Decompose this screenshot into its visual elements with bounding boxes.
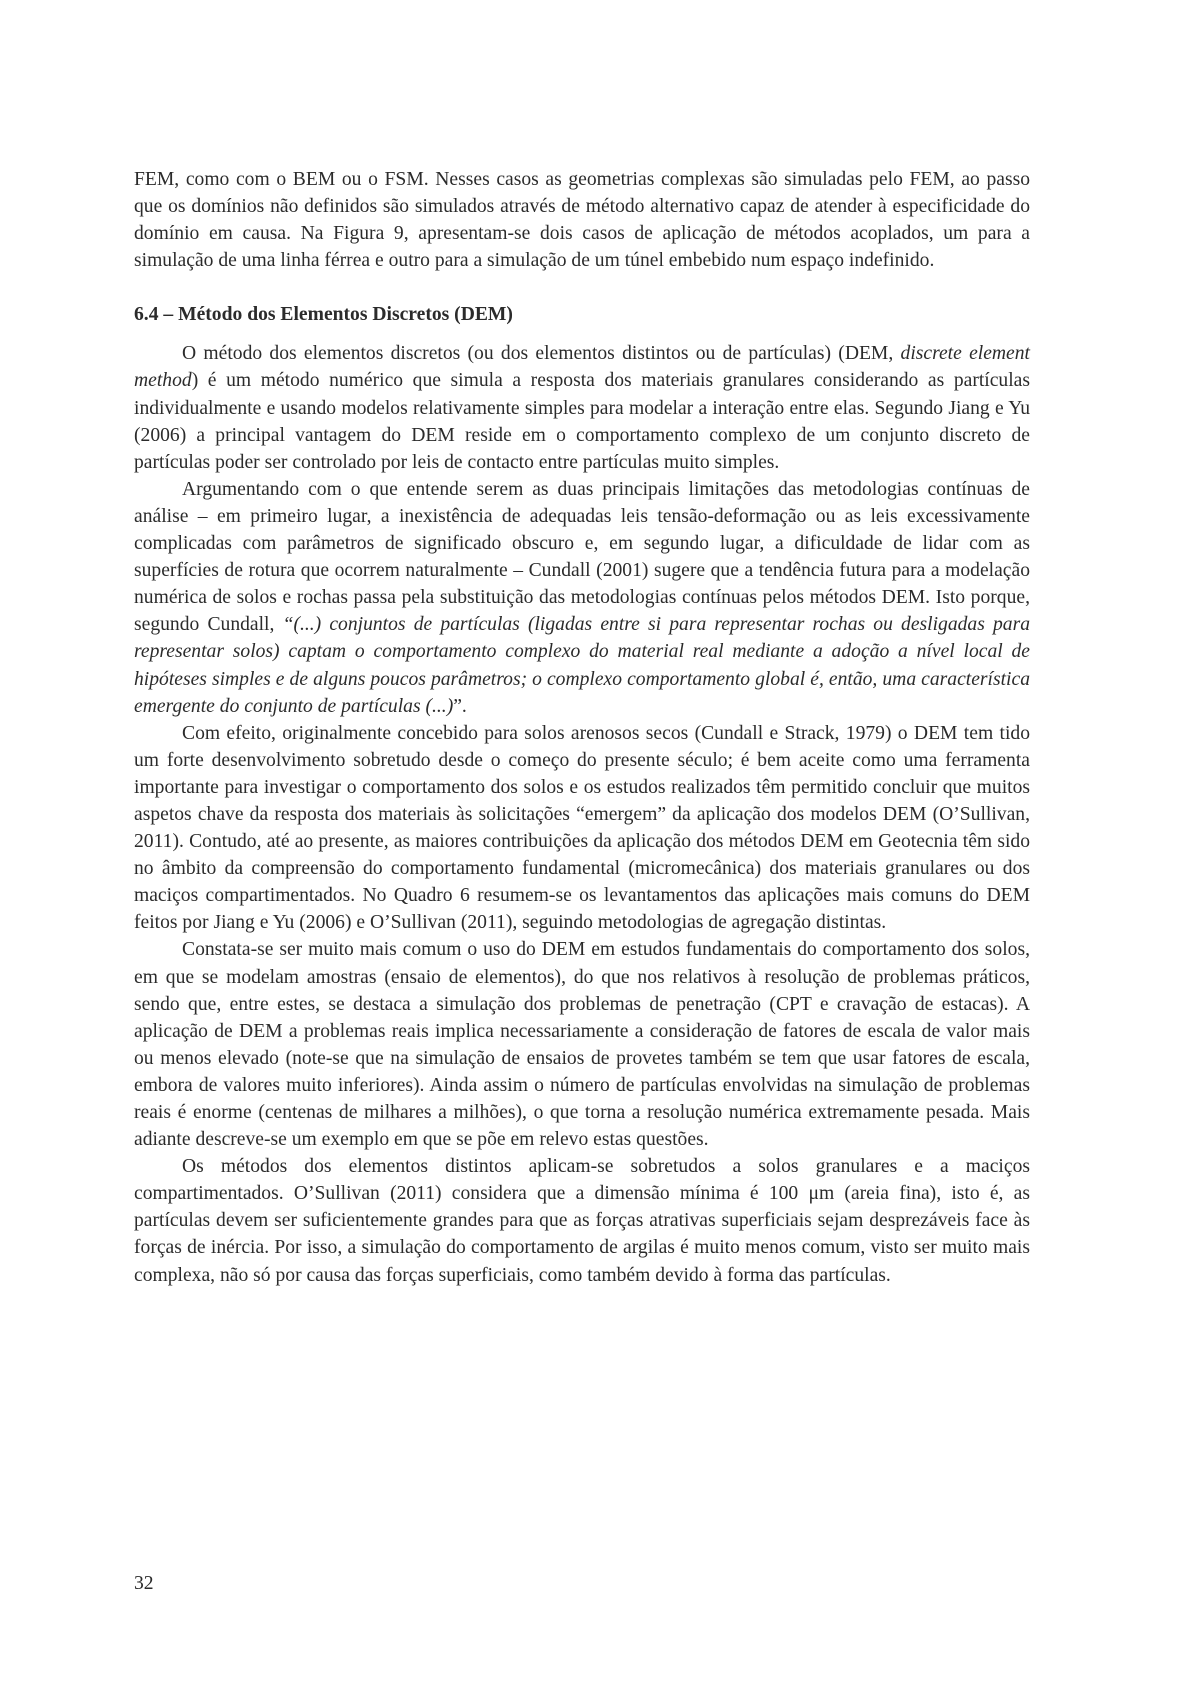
section-heading: 6.4 – Método dos Elementos Discretos (DEM) <box>134 304 513 326</box>
paragraph-cundall-argument <box>134 476 1030 720</box>
italic-quote: “(...) conjuntos de partículas (ligadas entre si para representar rochas ou desligadas para representar solos) captam o comportamento complexo do material real mediante a adoção a nível local de hipóteses simples e de alguns poucos parâmetros; o complexo comportamento global é, então, uma característica emergente do conjunto de partículas (...) <box>134 614 1031 717</box>
paragraph-text: ”. <box>453 695 467 717</box>
paragraph-text: O método dos elementos discretos (ou dos elementos distintos ou de partículas) (DEM, <box>182 343 901 365</box>
paragraph-dem-development: Com efeito, originalmente concebido para solos arenosos secos (Cundall e Strack, 1979) o DEM tem tido um forte desenvolvimento sobretudo desde o começo do presente século; é bem aceite como uma ferramenta importante para investigar o comportamento dos solos e os estudos realizados têm permitido concluir que muitos aspetos chave da resposta dos materiais às solicitações “emergem” da aplicação dos modelos DEM (O’Sullivan, 2011). Contudo, até ao presente, as maiores contribuições da aplicação dos métodos DEM em Geotecnia têm sido no âmbito da compreensão do comportamento fundamental (micromecânica) dos materiais granulares ou dos maciços compartimentados. No Quadro 6 resumem-se os levantamentos das aplicações mais comuns do DEM feitos por Jiang e Yu (2006) e O’Sullivan (2011), seguindo metodologias de agregação distintas. <box>134 722 1030 934</box>
paragraph-text: Argumentando com o que entende serem as duas principais limitações das metodologias contínuas de análise – em primeiro lugar, a inexistência de adequadas leis tensão-deformação ou as leis excessivamente complicadas com parâmetros de significado obscuro e, em segundo lugar, a dificuldade de lidar com as superfícies de rotura que ocorrem naturalmente – Cundall (2001) sugere que a tendência futura para a modelação numérica de solos e rochas passa pela substituição das metodologias contínuas pelos métodos DEM. Isto porque, segundo Cundall, <box>134 478 1030 636</box>
page-number: 32 <box>134 1573 154 1594</box>
paragraph-dem-definition <box>134 340 1030 475</box>
paragraph-text: ) é um método numérico que simula a resposta dos materiais granulares considerando as partículas individualmente e usando modelos relativamente simples para modelar a interação entre elas. Segundo Jiang e Yu (2006) a principal vantagem do DEM reside em o comportamento complexo de um conjunto discreto de partículas poder ser controlado por leis de contacto entre partículas muito simples. <box>134 370 1030 473</box>
paragraph-intro: FEM, como com o BEM ou o FSM. Nesses casos as geometrias complexas são simuladas pelo FEM, ao passo que os domínios não definidos são simulados através de método alternativo capaz de atender à especificidade do domínio em causa. Na Figura 9, apresentam-se dois casos de aplicação de métodos acoplados, um para a simulação de uma linha férrea e outro para a simulação de um túnel embebido num espaço indefinido. <box>134 169 1030 272</box>
page-body <box>134 166 1030 1289</box>
italic-term: discrete element method <box>134 343 1030 392</box>
paragraph-dem-limits: Os métodos dos elementos distintos aplicam-se sobretudos a solos granulares e a maciços compartimentados. O’Sullivan (2011) considera que a dimensão mínima é 100 μm (areia fina), isto é, as partículas devem ser suficientemente grandes para que as forças atrativas superficiais sejam desprezáveis face às forças de inércia. Por isso, a simulação do comportamento de argilas é muito menos comum, visto ser muito mais complexa, não só por causa das forças superficiais, como também devido à forma das partículas. <box>134 1156 1030 1286</box>
paragraph-dem-applications: Constata-se ser muito mais comum o uso do DEM em estudos fundamentais do comportamento dos solos, em que se modelam amostras (ensaio de elementos), do que nos relativos à resolução de problemas práticos, sendo que, entre estes, se destaca a simulação dos problemas de penetração (CPT e cravação de estacas). A aplicação de DEM a problemas reais implica necessariamente a consideração de fatores de escala de valor mais ou menos elevado (note-se que na simulação de ensaios de provetes também se tem que usar fatores de escala, embora de valores muito inferiores). Ainda assim o número de partículas envolvidas na simulação de problemas reais é enorme (centenas de milhares a milhões), o que torna a resolução numérica extremamente pesada. Mais adiante descreve-se um exemplo em que se põe em relevo estas questões. <box>134 939 1030 1151</box>
